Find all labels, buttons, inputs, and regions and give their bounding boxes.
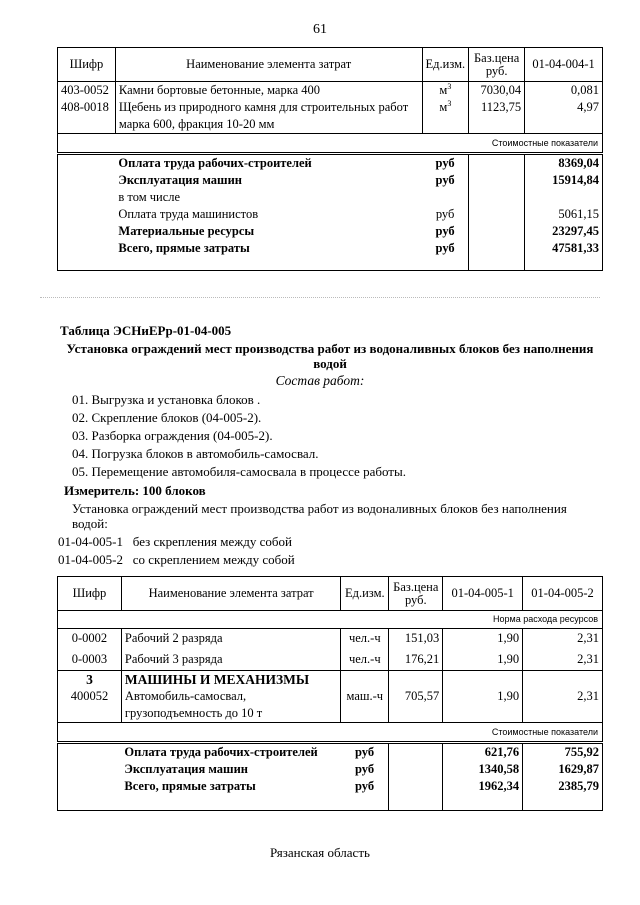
work-item: 05. Перемещение автомобиля-самосвала в процессе работы. bbox=[72, 464, 406, 479]
row-name-line: Автомобиль-самосвал, bbox=[124, 689, 247, 703]
cost-value-2: 2385,79 bbox=[523, 778, 603, 810]
table-row bbox=[58, 629, 603, 649]
row-value: 0,081 bbox=[525, 82, 603, 100]
cost-unit: руб bbox=[354, 779, 375, 793]
cost-unit: руб bbox=[422, 154, 469, 173]
option-item bbox=[58, 534, 292, 550]
header-name: Наименование элемента затрат bbox=[121, 577, 340, 611]
header-price: Баз.цена руб. bbox=[469, 48, 525, 82]
row-unit: $м^3$ bbox=[422, 99, 469, 134]
page-divider bbox=[40, 297, 600, 298]
group-row bbox=[58, 671, 603, 689]
cost-unit: руб bbox=[341, 743, 389, 762]
row-value-1: 1,90 bbox=[443, 688, 523, 723]
table-row bbox=[58, 99, 603, 134]
option-code: 01-04-005-2 bbox=[58, 552, 123, 567]
table-row bbox=[58, 649, 603, 671]
header-col2: 01-04-005-2 bbox=[523, 577, 603, 611]
row-unit: чел.-ч bbox=[341, 649, 389, 671]
row-unit: чел.-ч bbox=[341, 629, 389, 649]
row-price: 1123,75 bbox=[469, 99, 525, 134]
row-unit: маш.-ч bbox=[341, 688, 389, 723]
option-text: со скреплением между собой bbox=[132, 552, 295, 567]
cost-value: 5061,15 bbox=[525, 206, 603, 223]
row-name bbox=[121, 688, 340, 723]
option-code: 01-04-005-1 bbox=[58, 534, 123, 549]
cost-unit: руб bbox=[435, 207, 455, 221]
cost-name: Оплата труда рабочих-строителей bbox=[115, 154, 422, 173]
cost-unit: руб bbox=[435, 224, 455, 238]
row-value: 4,97 bbox=[525, 99, 603, 134]
cost-unit: руб bbox=[435, 173, 455, 187]
row-name: Камни бортовые бетонные, марка 400 bbox=[115, 82, 422, 100]
page-number: 61 bbox=[313, 22, 327, 37]
cost-name: Материальные ресурсы bbox=[118, 224, 255, 238]
row-code: 0-0003 bbox=[58, 649, 122, 671]
section-subtitle: Установка ограждений мест производства работ из водоналивных блоков без наполнения водой bbox=[66, 341, 594, 371]
header-code: Шифр bbox=[58, 48, 116, 82]
cost-name: Всего, прямые затраты bbox=[124, 779, 256, 793]
cost-row bbox=[58, 172, 603, 189]
row-price: 176,21 bbox=[389, 649, 443, 671]
table-row bbox=[58, 82, 603, 100]
section-label: Стоимостные показатели bbox=[491, 726, 598, 737]
header-name: Наименование элемента затрат bbox=[115, 48, 422, 82]
row-value-1: 1,90 bbox=[443, 649, 523, 671]
description-line-1: Установка ограждений мест производства работ из водоналивных блоков без наполнения bbox=[72, 501, 567, 516]
cost-row bbox=[58, 206, 603, 223]
norm-label: Норма расхода ресурсов bbox=[58, 611, 603, 629]
header-unit: Ед.изм. bbox=[341, 577, 389, 611]
header-unit: Ед.изм. bbox=[422, 48, 469, 82]
row-code: 403-0052 bbox=[61, 83, 109, 97]
resource-table-2 bbox=[57, 576, 603, 811]
row-price: 7030,04 bbox=[469, 82, 525, 100]
cost-row bbox=[58, 189, 603, 206]
option-item bbox=[58, 552, 295, 568]
cost-value-1: 1962,34 bbox=[443, 778, 523, 810]
row-value-1: 1,90 bbox=[443, 629, 523, 649]
cost-value-1: 621,76 bbox=[443, 743, 523, 762]
section-label: Стоимостные показатели bbox=[491, 137, 598, 148]
measure-unit: Измеритель: 100 блоков bbox=[64, 483, 206, 498]
work-item: 04. Погрузка блоков в автомобиль-самосвал. bbox=[72, 446, 319, 461]
cost-name: Эксплуатация машин bbox=[118, 173, 243, 187]
cost-value-2: 1629,87 bbox=[523, 761, 603, 778]
row-unit: $м^3$ bbox=[422, 82, 469, 100]
work-item: 02. Скрепление блоков (04-005-2). bbox=[72, 410, 262, 425]
row-code: 0-0002 bbox=[71, 631, 108, 646]
cost-row bbox=[58, 154, 603, 173]
table-title: Таблица ЭСНиЕРр-01-04-005 bbox=[60, 323, 232, 338]
cost-value: 8369,04 bbox=[525, 154, 603, 173]
row-value-2: 2,31 bbox=[523, 629, 603, 649]
cost-row bbox=[58, 761, 603, 778]
cost-name: Оплата труда машинистов bbox=[118, 207, 259, 221]
group-code: 3 bbox=[86, 672, 93, 687]
page-footer: Рязанская область bbox=[270, 845, 370, 860]
row-name: Рабочий 2 разряда bbox=[121, 629, 340, 649]
cost-value-2: 755,92 bbox=[523, 743, 603, 762]
cost-name: Всего, прямые затраты bbox=[118, 241, 250, 255]
row-price: 151,03 bbox=[389, 629, 443, 649]
header-price: Баз.цена руб. bbox=[389, 577, 443, 611]
cost-row bbox=[58, 223, 603, 240]
row-code: 408-0018 bbox=[58, 99, 116, 134]
row-price: 705,57 bbox=[389, 688, 443, 723]
cost-value: 15914,84 bbox=[525, 172, 603, 189]
cost-row bbox=[58, 743, 603, 762]
cost-name: Оплата труда рабочих-строителей bbox=[121, 743, 340, 762]
row-value-2: 2,31 bbox=[523, 649, 603, 671]
row-name: Рабочий 3 разряда bbox=[121, 649, 340, 671]
description-line-2: водой: bbox=[72, 516, 108, 531]
option-text: без скрепления между собой bbox=[132, 534, 292, 549]
cost-unit: руб bbox=[435, 241, 455, 255]
cost-value: 47581,33 bbox=[525, 240, 603, 270]
row-value-2: 2,31 bbox=[523, 688, 603, 723]
cost-value-1: 1340,58 bbox=[443, 761, 523, 778]
cost-value: 23297,45 bbox=[525, 223, 603, 240]
header-col1: 01-04-005-1 bbox=[443, 577, 523, 611]
row-code: 400052 bbox=[58, 688, 122, 723]
row-name: Щебень из природного камня для строительных работ марка 600, фракция 10-20 мм bbox=[115, 99, 422, 134]
cost-unit: руб bbox=[354, 762, 375, 776]
resource-table-1 bbox=[57, 47, 603, 271]
cost-name: в том числе bbox=[118, 190, 181, 204]
cost-row bbox=[58, 778, 603, 810]
table-row bbox=[58, 688, 603, 723]
group-name: МАШИНЫ И МЕХАНИЗМЫ bbox=[121, 671, 340, 689]
row-name-line: грузоподъемность до 10 т bbox=[124, 706, 263, 720]
work-item: 03. Разборка ограждения (04-005-2). bbox=[72, 428, 273, 443]
header-code: Шифр bbox=[58, 577, 122, 611]
cost-name: Эксплуатация машин bbox=[124, 762, 249, 776]
header-col1: 01-04-004-1 bbox=[525, 48, 603, 82]
cost-row bbox=[58, 240, 603, 270]
work-item: 01. Выгрузка и установка блоков . bbox=[72, 392, 261, 407]
composition-label: Состав работ: bbox=[275, 373, 365, 388]
